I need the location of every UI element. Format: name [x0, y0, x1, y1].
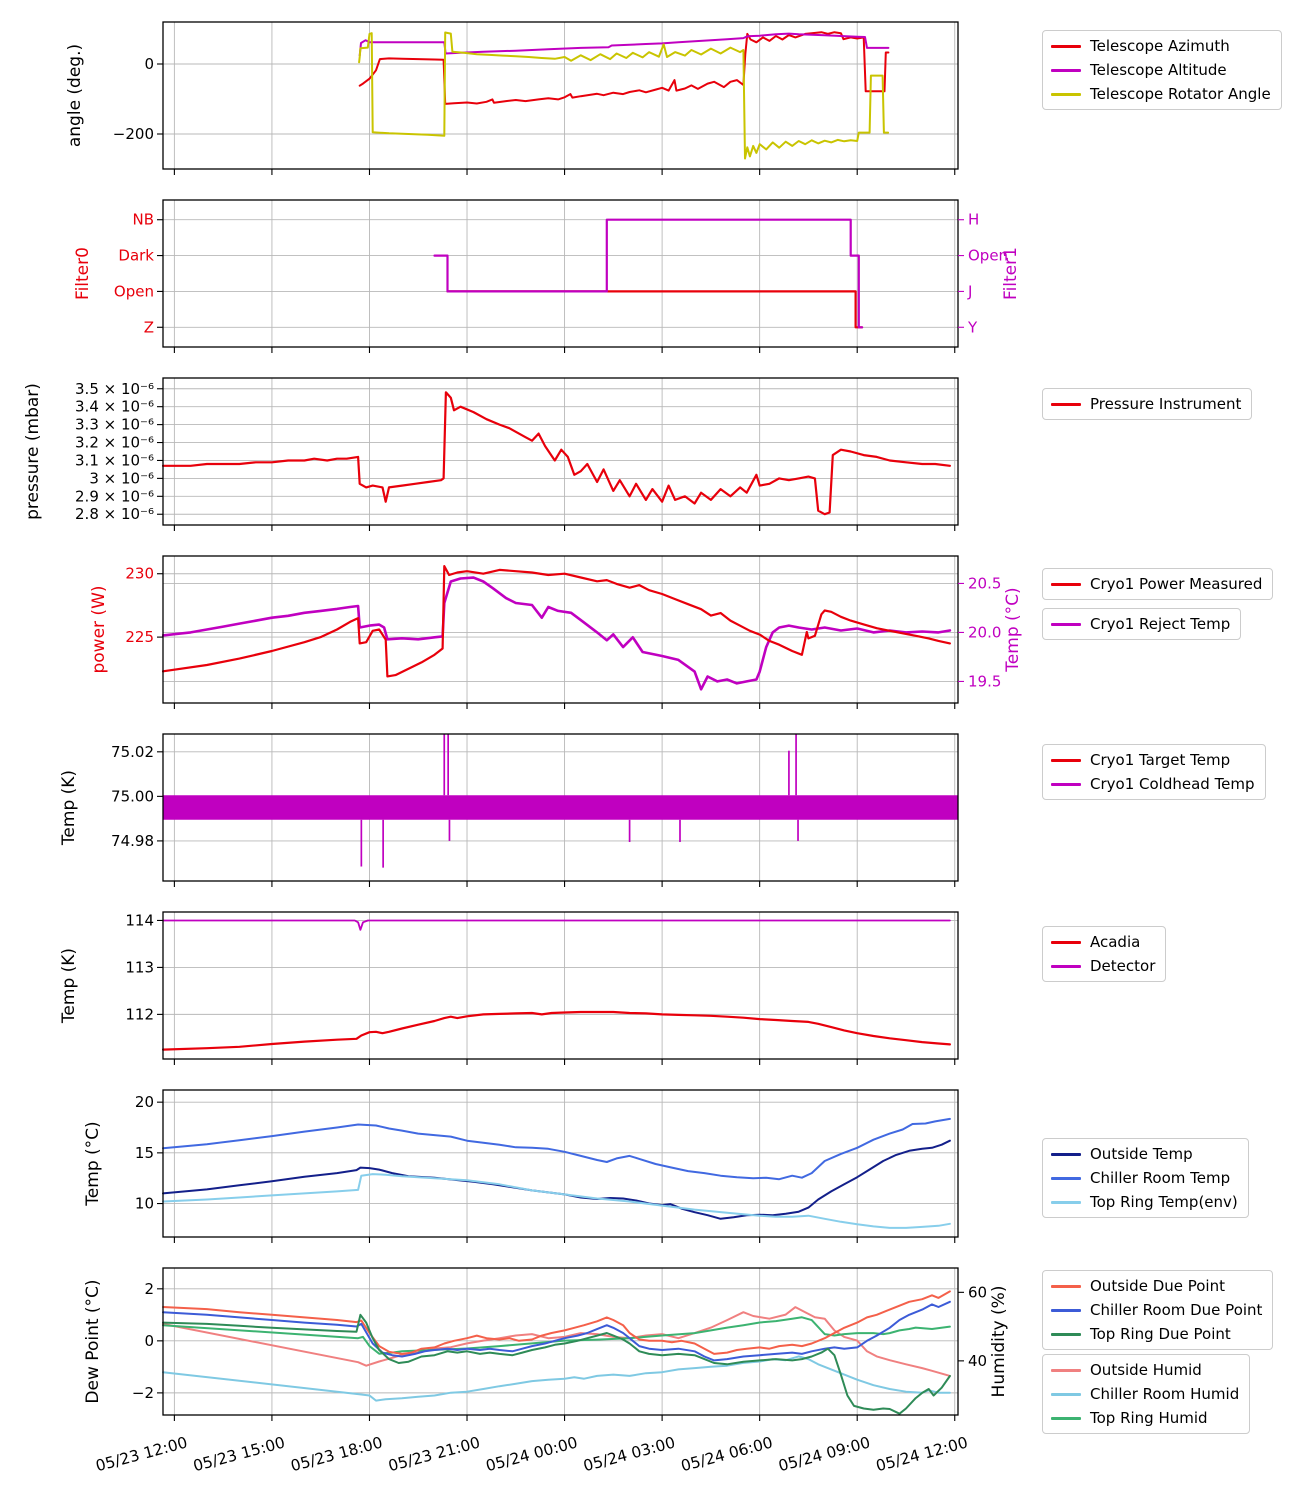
- ytick-label-right: 20.5: [968, 574, 1002, 593]
- legend-line-sample-icon: [1051, 1333, 1081, 1336]
- legend-line-sample-icon: [1051, 93, 1081, 96]
- legend-label: Outside Temp: [1090, 1145, 1193, 1163]
- legend-line-sample-icon: [1051, 759, 1081, 762]
- legend-label: Cryo1 Power Measured: [1090, 575, 1263, 593]
- ytick-label: 225: [125, 628, 154, 647]
- legend-label: Top Ring Due Point: [1090, 1325, 1231, 1343]
- ytick-label: 74.98: [111, 831, 154, 850]
- ytick-label: 113: [125, 958, 154, 977]
- legend-pressure-panel: [1042, 388, 1252, 420]
- ytick-label: 3.2 × 10⁻⁶: [75, 433, 154, 452]
- y-axis-label-right: Humidity (%): [989, 1285, 1009, 1398]
- xtick-label: 05/23 12:00: [93, 1433, 190, 1476]
- legend-label: Outside Due Point: [1090, 1277, 1225, 1295]
- ytick-label: 10: [134, 1194, 154, 1213]
- ytick-label: 230: [125, 564, 154, 583]
- legend-line-sample-icon: [1051, 69, 1081, 72]
- legend-angle-panel: [1042, 30, 1282, 110]
- panel-border: [163, 22, 958, 169]
- ytick-label: NB: [132, 210, 154, 229]
- legend-line-sample-icon: [1051, 1153, 1081, 1156]
- legend-ambient-temp-panel: [1042, 1138, 1249, 1218]
- ytick-label: 112: [125, 1005, 154, 1024]
- ytick-label: 0: [144, 55, 154, 73]
- legend-label: Cryo1 Coldhead Temp: [1090, 775, 1255, 793]
- y-axis-label: angle (deg.): [65, 43, 85, 148]
- legend-item: [1051, 84, 1271, 104]
- legend-item: [1051, 1168, 1238, 1188]
- ytick-label: 20: [134, 1093, 154, 1112]
- legend-label: Cryo1 Reject Temp: [1090, 615, 1231, 633]
- legend-item: [1051, 1384, 1239, 1404]
- ytick-label: Dark: [118, 246, 154, 265]
- angle-panel: [65, 22, 958, 175]
- series-filter1: [435, 220, 863, 328]
- legend-label: Top Ring Temp(env): [1090, 1193, 1238, 1211]
- legend-detector-temp-panel: [1042, 926, 1166, 982]
- xtick-label: 05/24 12:00: [874, 1433, 970, 1476]
- ytick-label: 15: [134, 1143, 154, 1162]
- series-chiller-room-temp: [163, 1119, 950, 1179]
- legend-line-sample-icon: [1051, 1393, 1081, 1396]
- series-cryo1-reject-temp: [163, 578, 950, 690]
- legend-label: Chiller Room Temp: [1090, 1169, 1231, 1187]
- series-cryo1-power-measured: [163, 566, 950, 676]
- legend-line-sample-icon: [1051, 1201, 1081, 1204]
- ytick-label: 3 × 10⁻⁶: [89, 469, 154, 488]
- legend-item: [1051, 750, 1255, 770]
- legend-dewpoint-humidity-panel: [1042, 1354, 1250, 1434]
- legend-item: [1051, 932, 1155, 952]
- ytick-label-right: 19.5: [968, 672, 1002, 691]
- legend-item: [1051, 1408, 1239, 1428]
- xtick-label: 05/24 09:00: [776, 1433, 873, 1476]
- ytick-label: 2: [144, 1279, 154, 1298]
- ytick-label-right: H: [968, 210, 980, 229]
- ytick-label: 75.00: [111, 787, 154, 806]
- detector-temp-panel: [59, 911, 958, 1065]
- legend-cryo-power-panel: [1042, 608, 1241, 640]
- legend-dewpoint-humidity-panel: [1042, 1270, 1273, 1350]
- ytick-label: Z: [143, 318, 154, 337]
- y-axis-label-right: Temp (°C): [1003, 587, 1023, 672]
- legend-label: Pressure Instrument: [1090, 395, 1242, 413]
- ytick-label-right: 20.0: [968, 623, 1002, 642]
- legend-cryo-power-panel: [1042, 568, 1273, 600]
- series-telescope-rotator-angle: [359, 33, 888, 159]
- legend-item: [1051, 1324, 1262, 1344]
- legend-item: [1051, 574, 1262, 594]
- y-axis-label: Dew Point (°C): [83, 1279, 103, 1404]
- xtick-label: 05/24 00:00: [483, 1433, 580, 1476]
- legend-item: [1051, 1300, 1262, 1320]
- series-top-ring-temp-env: [163, 1174, 950, 1228]
- legend-line-sample-icon: [1051, 1285, 1081, 1288]
- y-axis-label: power (W): [89, 585, 109, 674]
- legend-label: Cryo1 Target Temp: [1090, 751, 1231, 769]
- legend-label: Outside Humid: [1090, 1361, 1202, 1379]
- ytick-label-right: Open: [968, 246, 1009, 265]
- xtick-label: 05/24 03:00: [581, 1433, 678, 1476]
- legend-line-sample-icon: [1051, 45, 1081, 48]
- legend-cryo-temp-panel: [1042, 744, 1266, 800]
- legend-label: Detector: [1090, 957, 1156, 975]
- ytick-label: 75.02: [111, 742, 154, 761]
- panel-border: [163, 200, 958, 347]
- y-axis-label: Temp (K): [59, 947, 79, 1024]
- ytick-label: 3.3 × 10⁻⁶: [75, 415, 154, 434]
- legend-item: [1051, 36, 1271, 56]
- series-detector: [163, 921, 950, 930]
- ytick-label-right: Y: [968, 318, 978, 337]
- filter-panel: [73, 200, 1021, 353]
- legend-label: Chiller Room Humid: [1090, 1385, 1240, 1403]
- legend-line-sample-icon: [1051, 1177, 1081, 1180]
- pressure-panel: [23, 378, 958, 531]
- legend-label: Telescope Altitude: [1090, 61, 1227, 79]
- ytick-label: −200: [112, 125, 154, 143]
- ytick-label: 0: [144, 1331, 154, 1350]
- ytick-label: −2: [131, 1383, 154, 1402]
- legend-line-sample-icon: [1051, 623, 1081, 626]
- ytick-label: 2.8 × 10⁻⁶: [75, 505, 154, 524]
- ytick-label: Open: [113, 282, 154, 301]
- xtick-label: 05/23 18:00: [288, 1433, 385, 1476]
- legend-item: [1051, 614, 1230, 634]
- legend-line-sample-icon: [1051, 941, 1081, 944]
- xtick-label: 05/23 15:00: [191, 1433, 287, 1476]
- ytick-label-right: J: [968, 282, 973, 301]
- legend-label: Chiller Room Due Point: [1090, 1301, 1263, 1319]
- legend-line-sample-icon: [1051, 965, 1081, 968]
- legend-line-sample-icon: [1051, 1369, 1081, 1372]
- series-acadia: [163, 1012, 950, 1050]
- legend-item: [1051, 1192, 1238, 1212]
- cryo-temp-panel: [59, 734, 958, 887]
- legend-line-sample-icon: [1051, 783, 1081, 786]
- panel-border: [163, 912, 958, 1059]
- ytick-label-right: 60: [968, 1283, 988, 1302]
- ytick-label: 3.1 × 10⁻⁶: [75, 451, 154, 470]
- legend-item: [1051, 774, 1255, 794]
- legend-line-sample-icon: [1051, 1417, 1081, 1420]
- panel-border: [163, 1090, 958, 1237]
- y-axis-label: Filter0: [73, 247, 93, 300]
- legend-label: Telescope Rotator Angle: [1090, 85, 1271, 103]
- legend-item: [1051, 1360, 1239, 1380]
- y-axis-label: Temp (K): [59, 769, 79, 846]
- ambient-temp-panel: [83, 1090, 958, 1243]
- ytick-label-right: 40: [968, 1351, 988, 1370]
- legend-item: [1051, 1144, 1238, 1164]
- series-filter0: [448, 291, 863, 327]
- ytick-label: 2.9 × 10⁻⁶: [75, 487, 154, 506]
- cryo-power-panel: [89, 556, 1023, 709]
- legend-label: Top Ring Humid: [1090, 1409, 1208, 1427]
- xtick-label: 05/23 21:00: [386, 1433, 483, 1476]
- legend-line-sample-icon: [1051, 583, 1081, 586]
- y-axis-label: Temp (°C): [83, 1121, 103, 1206]
- legend-item: [1051, 394, 1241, 414]
- series-cryo1-coldhead-temp: [163, 795, 958, 820]
- ytick-label: 3.4 × 10⁻⁶: [75, 397, 154, 416]
- y-axis-label: pressure (mbar): [23, 383, 43, 520]
- series-telescope-altitude: [360, 34, 889, 56]
- legend-label: Acadia: [1090, 933, 1141, 951]
- legend-item: [1051, 60, 1271, 80]
- ytick-label: 114: [125, 911, 154, 930]
- series-chiller-room-humid: [163, 1356, 950, 1400]
- y-axis-label-right: Filter1: [1001, 247, 1021, 300]
- xtick-label: 05/24 06:00: [678, 1433, 775, 1476]
- legend-item: [1051, 1276, 1262, 1296]
- legend-line-sample-icon: [1051, 403, 1081, 406]
- legend-line-sample-icon: [1051, 1309, 1081, 1312]
- ytick-label: 3.5 × 10⁻⁶: [75, 379, 154, 398]
- series-top-ring-due-point: [163, 1315, 950, 1414]
- legend-label: Telescope Azimuth: [1090, 37, 1230, 55]
- dewpoint-humidity-panel: [83, 1268, 1009, 1475]
- legend-item: [1051, 956, 1155, 976]
